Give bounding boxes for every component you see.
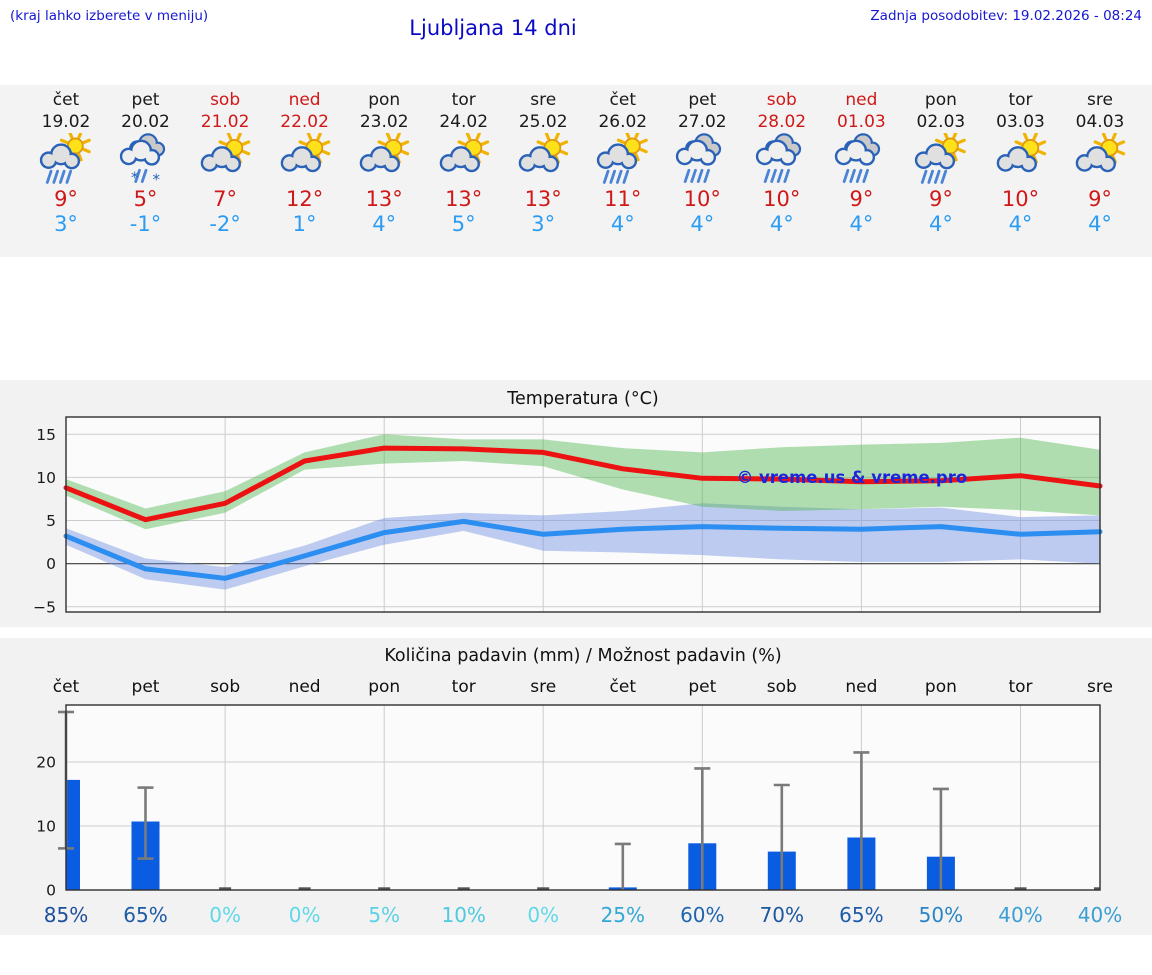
sun-cloud-icon [355, 133, 413, 187]
forecast-day-11 [819, 90, 903, 237]
forecast-day-2 [104, 90, 188, 237]
last-update-label: Zadnja posodobitev: 19.02.2026 - 08:24 [870, 8, 1142, 24]
precip-probability-label: 0% [288, 903, 321, 927]
day-name: sob [210, 90, 241, 110]
precip-probability-label: 40% [998, 903, 1043, 927]
temp-high: 12° [285, 187, 324, 211]
day-name: sre [1087, 90, 1113, 110]
day-date: 20.02 [121, 112, 170, 132]
y-tick-label: 15 [36, 425, 56, 444]
precip-day-label: sob [766, 677, 797, 697]
temp-high: 9° [54, 187, 78, 211]
y-tick-label: 0 [46, 881, 56, 900]
precip-day-label: čet [609, 677, 637, 697]
sun-cloud-icon [196, 133, 254, 187]
precip-probability-label: 60% [680, 903, 725, 927]
day-date: 23.02 [359, 112, 409, 132]
precip-day-label: sob [210, 677, 241, 697]
forecast-strip [0, 85, 1152, 257]
precip-day-label: tor [451, 677, 476, 697]
sun-cloud-icon [435, 133, 493, 187]
forecast-day-13 [979, 90, 1063, 237]
sun-cloud-rain-icon [912, 133, 970, 187]
day-date: 28.02 [757, 112, 807, 132]
temp-low: 3° [54, 212, 78, 236]
day-name: pon [368, 90, 401, 110]
precip-day-label: pon [924, 677, 957, 697]
temp-low: 4° [769, 212, 794, 236]
temp-high: 5° [133, 187, 158, 211]
precip-probability-label: 0% [527, 903, 560, 927]
forecast-day-4 [263, 90, 347, 237]
forecast-day-8 [581, 90, 665, 237]
temp-low: 4° [1008, 212, 1033, 236]
precip-day-label: sre [530, 677, 557, 697]
precip-probability-label: 0% [209, 903, 241, 927]
y-tick-label: 10 [36, 468, 56, 487]
temp-low: 4° [1088, 212, 1112, 236]
day-name: ned [288, 90, 321, 110]
precip-day-label: ned [288, 677, 321, 697]
temp-low: 4° [928, 212, 953, 236]
y-tick-label: −5 [33, 598, 56, 617]
temp-high: 9° [1088, 187, 1112, 211]
forecast-day-9 [660, 90, 744, 237]
precip-day-label: pon [368, 677, 401, 697]
day-date: 24.02 [439, 112, 489, 132]
temp-high: 11° [604, 187, 642, 211]
sun-cloud-icon [1071, 133, 1129, 187]
day-date: 22.02 [280, 112, 329, 132]
precip-probability-label: 10% [441, 903, 486, 927]
cloud-rain-icon [673, 133, 731, 187]
forecast-day-12 [899, 90, 983, 237]
forecast-day-7 [501, 90, 585, 237]
day-name: pet [688, 90, 717, 110]
temp-low: 4° [372, 212, 397, 236]
day-name: tor [451, 90, 476, 110]
day-date: 01.03 [837, 112, 886, 132]
day-name: pon [924, 90, 957, 110]
y-tick-label: 5 [46, 512, 56, 530]
precip-probability-label: 65% [123, 903, 168, 927]
day-name: čet [609, 90, 637, 110]
temp-high: 13° [524, 187, 562, 211]
precip-probability-label: 5% [368, 903, 401, 927]
temp-low: 4° [690, 212, 715, 236]
temp-high: 13° [445, 187, 483, 211]
precip-day-label: čet [52, 677, 80, 697]
y-tick-label: 0 [46, 555, 56, 574]
precip-chart-title: Količina padavin (mm) / Možnost padavin (%) [384, 646, 782, 666]
day-date: 04.03 [1075, 112, 1125, 132]
day-date: 21.02 [200, 112, 250, 132]
cloud-rain-icon [753, 133, 811, 187]
forecast-day-14 [1058, 90, 1142, 237]
forecast-day-10 [740, 90, 824, 237]
precip-probability-label: 40% [1077, 903, 1123, 927]
cloud-rain-icon [832, 133, 890, 187]
day-name: pet [131, 90, 160, 110]
precip-probability-label: 85% [43, 903, 89, 927]
day-name: ned [845, 90, 878, 110]
sun-cloud-icon [276, 133, 334, 187]
temp-high: 10° [683, 187, 721, 211]
temp-high: 10° [1001, 187, 1040, 211]
precipitation-chart [0, 638, 1152, 935]
cloud-sleet-icon [117, 133, 175, 187]
y-tick-label: 10 [36, 817, 56, 836]
precip-probability-label: 50% [918, 903, 964, 927]
snowflake-glyph: * [152, 170, 160, 187]
precip-probability-label: 70% [759, 903, 805, 927]
page-title: Ljubljana 14 dni [409, 16, 577, 40]
day-date: 26.02 [598, 112, 648, 132]
forecast-day-1 [24, 90, 108, 237]
forecast-day-3 [183, 90, 267, 237]
precip-day-label: pet [131, 677, 160, 697]
precip-day-label: pet [688, 677, 717, 697]
sun-cloud-rain-icon [37, 133, 95, 187]
forecast-day-5 [342, 90, 426, 237]
menu-hint-link[interactable]: (kraj lahko izberete v meniju) [10, 8, 209, 24]
temp-low: 5° [451, 212, 476, 236]
precip-day-label: sre [1087, 677, 1113, 697]
day-name: čet [52, 90, 80, 110]
temp-chart-title: Temperatura (°C) [507, 389, 659, 409]
precip-day-label: ned [845, 677, 878, 697]
temp-low: -1° [129, 212, 162, 236]
temp-low: 1° [292, 212, 317, 236]
sun-cloud-icon [992, 133, 1050, 187]
sun-cloud-icon [514, 133, 572, 187]
precip-bar [66, 780, 80, 890]
day-date: 03.03 [996, 112, 1045, 132]
day-date: 25.02 [518, 112, 568, 132]
watermark: © vreme.us & vreme.pro [736, 468, 968, 487]
temp-high: 7° [213, 187, 238, 211]
forecast-day-6 [422, 90, 506, 237]
day-name: tor [1008, 90, 1033, 110]
temp-low: 3° [531, 212, 556, 236]
temp-low: -2° [209, 212, 241, 236]
temp-high: 13° [365, 187, 403, 211]
temp-high: 9° [928, 187, 953, 211]
y-tick-label: 20 [36, 753, 56, 772]
day-date: 02.03 [916, 112, 966, 132]
temperature-chart [0, 380, 1152, 627]
day-date: 19.02 [41, 112, 91, 132]
day-date: 27.02 [677, 112, 727, 132]
temp-low: 4° [610, 212, 635, 236]
temp-high: 10° [763, 187, 801, 211]
temp-low: 4° [849, 212, 874, 236]
precip-day-label: tor [1008, 677, 1033, 697]
temp-high: 9° [849, 187, 874, 211]
precip-probability-label: 25% [600, 903, 646, 927]
precip-probability-label: 65% [839, 903, 884, 927]
day-name: sre [530, 90, 557, 110]
day-name: sob [766, 90, 797, 110]
snowflake-glyph: * [130, 168, 139, 187]
sun-cloud-rain-icon [594, 133, 652, 187]
